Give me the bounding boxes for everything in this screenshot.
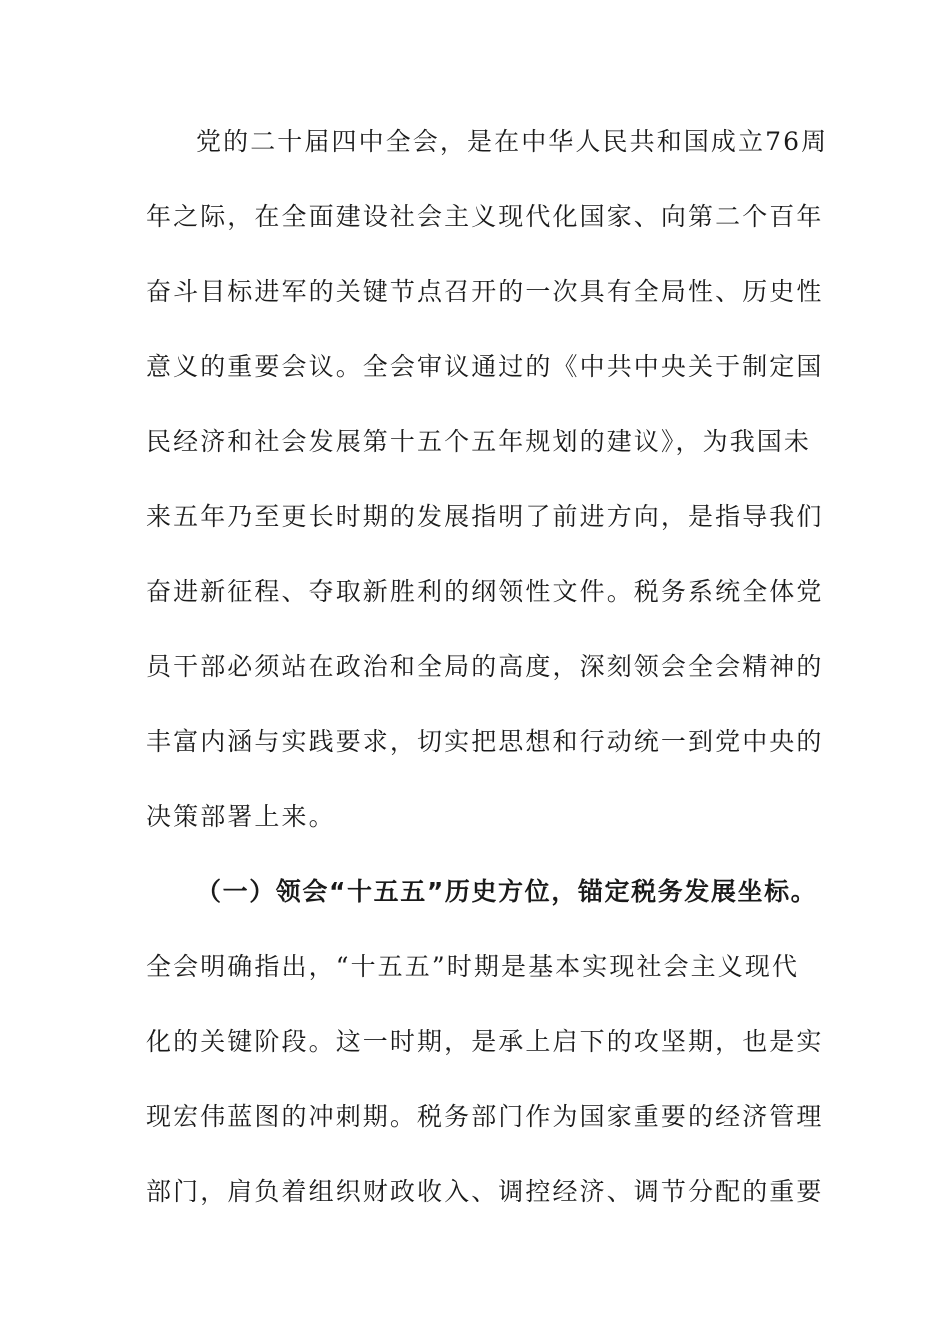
paragraph-1-line-5: 民经济和社会发展第十五个五年规划的建议》，为我国未 <box>146 427 812 456</box>
paragraph-2-line-1: 全会明确指出，“十五五”时期是基本实现社会主义现代 <box>146 952 800 981</box>
paragraph-1-line-2: 年之际，在全面建设社会主义现代化国家、向第二个百年 <box>146 202 824 231</box>
paragraph-1-line-6: 来五年乃至更长时期的发展指明了前进方向，是指导我们 <box>146 502 824 531</box>
paragraph-2-line-2: 化的关键阶段。这一时期，是承上启下的攻坚期，也是实 <box>146 1027 824 1056</box>
paragraph-2-line-4: 部门，肩负着组织财政收入、调控经济、调节分配的重要 <box>146 1177 824 1206</box>
paragraph-1-line-1: 党的二十届四中全会，是在中华人民共和国成立76周 <box>196 127 829 156</box>
paragraph-1-line-8: 员干部必须站在政治和全局的高度，深刻领会全会精神的 <box>146 652 824 681</box>
paragraph-2-line-3: 现宏伟蓝图的冲刺期。税务部门作为国家重要的经济管理 <box>146 1102 824 1131</box>
paragraph-1-line-7: 奋进新征程、夺取新胜利的纲领性文件。税务系统全体党 <box>146 577 824 606</box>
paragraph-1-line-9: 丰富内涵与实践要求，切实把思想和行动统一到党中央的 <box>146 727 824 756</box>
section-heading: （一）领会“十五五”历史方位，锚定税务发展坐标。 <box>196 877 818 906</box>
paragraph-1-line-3: 奋斗目标进军的关键节点召开的一次具有全局性、历史性 <box>146 277 824 306</box>
paragraph-1-line-4: 意义的重要会议。全会审议通过的《中共中央关于制定国 <box>146 352 824 381</box>
paragraph-1-line-10: 决策部署上来。 <box>146 802 336 831</box>
